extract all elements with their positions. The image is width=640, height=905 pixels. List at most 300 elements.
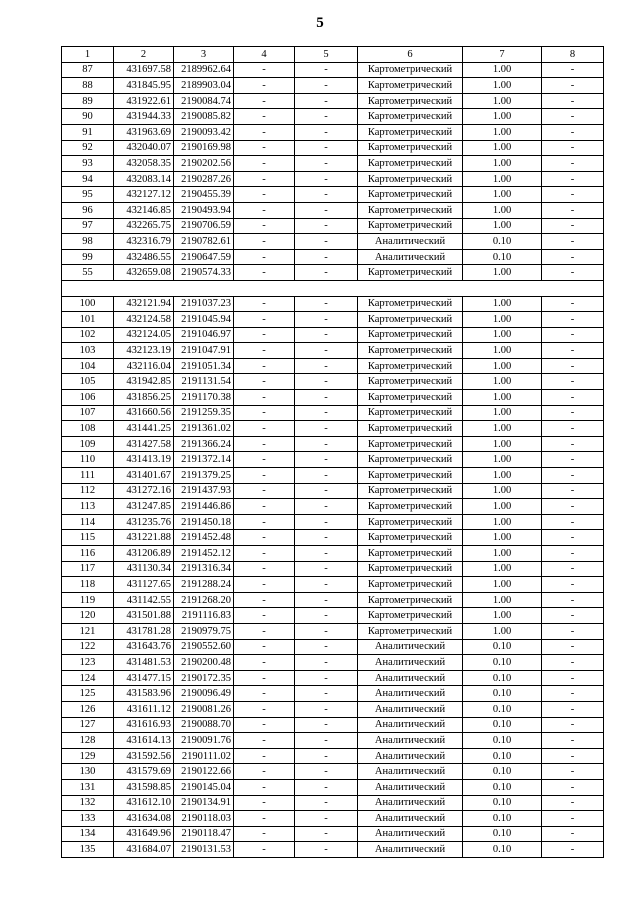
- table-cell: -: [234, 436, 295, 452]
- table-cell: Картометрический: [358, 577, 463, 593]
- table-cell: Аналитический: [358, 811, 463, 827]
- table-cell: 2191361.02: [174, 421, 234, 437]
- table-cell: -: [542, 296, 604, 312]
- header-cell: 5: [295, 47, 358, 63]
- table-cell: 431856.25: [114, 390, 174, 406]
- table-cell: Аналитический: [358, 733, 463, 749]
- table-cell: -: [295, 218, 358, 234]
- table-row: [62, 452, 604, 468]
- table-cell: 431598.85: [114, 779, 174, 795]
- table-cell: Картометрический: [358, 390, 463, 406]
- table-cell: -: [295, 187, 358, 203]
- table-cell: -: [234, 78, 295, 94]
- table-cell: Картометрический: [358, 327, 463, 343]
- table-row: [62, 358, 604, 374]
- table-cell: 1.00: [463, 187, 542, 203]
- table-cell: 432265.75: [114, 218, 174, 234]
- table-cell: 2190202.56: [174, 156, 234, 172]
- table-cell: Картометрический: [358, 202, 463, 218]
- table-cell: 432116.04: [114, 358, 174, 374]
- table-cell: -: [542, 156, 604, 172]
- table-row: [62, 421, 604, 437]
- table-cell: -: [542, 717, 604, 733]
- table-cell: 2191446.86: [174, 499, 234, 515]
- table-cell: -: [234, 639, 295, 655]
- table-cell: 431616.93: [114, 717, 174, 733]
- table-row: [62, 436, 604, 452]
- table-row: [62, 93, 604, 109]
- table-cell: 122: [62, 639, 114, 655]
- table-cell: 101: [62, 312, 114, 328]
- table-cell: Картометрический: [358, 343, 463, 359]
- table-cell: 0.10: [463, 701, 542, 717]
- table-cell: 2191045.94: [174, 312, 234, 328]
- table-cell: 2190172.35: [174, 670, 234, 686]
- table-cell: 432124.58: [114, 312, 174, 328]
- table-cell: Аналитический: [358, 249, 463, 265]
- table-cell: Картометрический: [358, 499, 463, 515]
- table-row: [62, 374, 604, 390]
- table-cell: -: [295, 78, 358, 94]
- table-row: [62, 187, 604, 203]
- table-cell: 2189962.64: [174, 62, 234, 78]
- table-cell: 432316.79: [114, 234, 174, 250]
- table-cell: -: [542, 623, 604, 639]
- table-cell: Картометрический: [358, 124, 463, 140]
- table-cell: 2191372.14: [174, 452, 234, 468]
- table-cell: -: [542, 514, 604, 530]
- table-cell: Аналитический: [358, 764, 463, 780]
- table-row: [62, 124, 604, 140]
- table-cell: 89: [62, 93, 114, 109]
- table-cell: 2191037.23: [174, 296, 234, 312]
- table-cell: Картометрический: [358, 62, 463, 78]
- table-cell: 2190979.75: [174, 623, 234, 639]
- table-cell: -: [295, 686, 358, 702]
- table-cell: -: [542, 733, 604, 749]
- table-cell: -: [542, 639, 604, 655]
- table-cell: 1.00: [463, 124, 542, 140]
- table-cell: -: [234, 202, 295, 218]
- table-row: [62, 171, 604, 187]
- table-cell: 431235.76: [114, 514, 174, 530]
- table-cell: Аналитический: [358, 842, 463, 858]
- table-row: [62, 577, 604, 593]
- table-cell: -: [295, 623, 358, 639]
- table-cell: Картометрический: [358, 187, 463, 203]
- table-cell: 431922.61: [114, 93, 174, 109]
- table-cell: 2189903.04: [174, 78, 234, 94]
- table-cell: 133: [62, 811, 114, 827]
- table-cell: 104: [62, 358, 114, 374]
- table-cell: Картометрический: [358, 312, 463, 328]
- table-cell: -: [234, 421, 295, 437]
- table-cell: -: [295, 436, 358, 452]
- table-cell: Картометрический: [358, 374, 463, 390]
- table-cell: -: [542, 62, 604, 78]
- table-row: [62, 312, 604, 328]
- table-cell: -: [234, 390, 295, 406]
- table-cell: Картометрический: [358, 93, 463, 109]
- table-row: [62, 343, 604, 359]
- table-cell: 431427.58: [114, 436, 174, 452]
- table-row: [62, 811, 604, 827]
- table-row: [62, 468, 604, 484]
- table-cell: -: [295, 748, 358, 764]
- table-cell: 2190574.33: [174, 265, 234, 281]
- table-cell: -: [234, 452, 295, 468]
- table-cell: 431592.56: [114, 748, 174, 764]
- table-cell: 55: [62, 265, 114, 281]
- table-cell: 0.10: [463, 717, 542, 733]
- table-cell: Аналитический: [358, 655, 463, 671]
- table-cell: Картометрический: [358, 265, 463, 281]
- table-cell: 108: [62, 421, 114, 437]
- table-cell: 431781.28: [114, 623, 174, 639]
- table-cell: 115: [62, 530, 114, 546]
- table-cell: -: [542, 701, 604, 717]
- table-cell: 432146.85: [114, 202, 174, 218]
- table-cell: -: [234, 826, 295, 842]
- table-cell: -: [542, 202, 604, 218]
- table-cell: -: [234, 748, 295, 764]
- table-body-group-1: [62, 62, 604, 280]
- table-cell: 0.10: [463, 639, 542, 655]
- table-cell: 1.00: [463, 109, 542, 125]
- table-cell: -: [234, 733, 295, 749]
- table-cell: -: [542, 374, 604, 390]
- table-cell: 2191046.97: [174, 327, 234, 343]
- table-cell: -: [295, 358, 358, 374]
- table-cell: 0.10: [463, 795, 542, 811]
- table-cell: -: [234, 608, 295, 624]
- table-cell: 431634.08: [114, 811, 174, 827]
- table-cell: -: [542, 608, 604, 624]
- table-cell: -: [234, 156, 295, 172]
- table-cell: Картометрический: [358, 78, 463, 94]
- table-cell: 1.00: [463, 577, 542, 593]
- table-cell: 0.10: [463, 655, 542, 671]
- table-cell: 2191452.12: [174, 546, 234, 562]
- table-cell: 128: [62, 733, 114, 749]
- table-cell: 1.00: [463, 156, 542, 172]
- table-cell: -: [295, 93, 358, 109]
- table-cell: -: [234, 514, 295, 530]
- table-cell: Аналитический: [358, 234, 463, 250]
- table-cell: Картометрический: [358, 514, 463, 530]
- table-cell: -: [295, 530, 358, 546]
- table-cell: Картометрический: [358, 608, 463, 624]
- table-cell: -: [542, 452, 604, 468]
- table-cell: 123: [62, 655, 114, 671]
- table-cell: -: [234, 561, 295, 577]
- table-row: [62, 546, 604, 562]
- table-cell: -: [295, 265, 358, 281]
- table-row: [62, 826, 604, 842]
- table-cell: -: [295, 452, 358, 468]
- table-cell: -: [295, 779, 358, 795]
- table-cell: 2190122.66: [174, 764, 234, 780]
- table-row: [62, 842, 604, 858]
- table-cell: 1.00: [463, 436, 542, 452]
- table-row: [62, 748, 604, 764]
- table-cell: 2190084.74: [174, 93, 234, 109]
- table-cell: -: [295, 156, 358, 172]
- table-cell: 106: [62, 390, 114, 406]
- table-row: [62, 78, 604, 94]
- table-cell: -: [542, 234, 604, 250]
- table-cell: 129: [62, 748, 114, 764]
- table-cell: -: [542, 592, 604, 608]
- table-cell: 1.00: [463, 546, 542, 562]
- table-row: [62, 670, 604, 686]
- table-cell: Картометрический: [358, 109, 463, 125]
- table-cell: 116: [62, 546, 114, 562]
- table-cell: -: [234, 62, 295, 78]
- table-cell: 431845.95: [114, 78, 174, 94]
- table-row: [62, 218, 604, 234]
- table-cell: -: [542, 811, 604, 827]
- table-cell: -: [234, 358, 295, 374]
- table-cell: Картометрический: [358, 468, 463, 484]
- table-cell: 431942.85: [114, 374, 174, 390]
- table-cell: -: [542, 655, 604, 671]
- table-row: [62, 686, 604, 702]
- table-cell: -: [542, 265, 604, 281]
- table-cell: 118: [62, 577, 114, 593]
- table-cell: -: [542, 748, 604, 764]
- table-cell: -: [295, 390, 358, 406]
- table-row: [62, 623, 604, 639]
- table-cell: 432659.08: [114, 265, 174, 281]
- table-cell: 2190111.02: [174, 748, 234, 764]
- table-cell: 0.10: [463, 826, 542, 842]
- table-cell: -: [295, 826, 358, 842]
- table-cell: -: [542, 561, 604, 577]
- table-cell: 432058.35: [114, 156, 174, 172]
- table-cell: 1.00: [463, 608, 542, 624]
- table-cell: -: [295, 842, 358, 858]
- table-row: [62, 655, 604, 671]
- table-cell: 0.10: [463, 842, 542, 858]
- table-cell: 432123.19: [114, 343, 174, 359]
- table-cell: -: [295, 608, 358, 624]
- table-cell: 2191450.18: [174, 514, 234, 530]
- table-cell: Аналитический: [358, 779, 463, 795]
- table-cell: 126: [62, 701, 114, 717]
- table-cell: Картометрический: [358, 483, 463, 499]
- table-cell: 2190134.91: [174, 795, 234, 811]
- table-cell: 0.10: [463, 670, 542, 686]
- table-cell: -: [295, 140, 358, 156]
- table-cell: 431697.58: [114, 62, 174, 78]
- table-cell: -: [542, 826, 604, 842]
- table-cell: Картометрический: [358, 296, 463, 312]
- table-cell: 432124.05: [114, 327, 174, 343]
- coordinates-table: [61, 46, 604, 858]
- table-cell: -: [542, 109, 604, 125]
- table-cell: -: [295, 468, 358, 484]
- table-row: [62, 530, 604, 546]
- header-cell: 3: [174, 47, 234, 63]
- table-cell: 1.00: [463, 265, 542, 281]
- table-cell: 2190081.26: [174, 701, 234, 717]
- table-row: [62, 514, 604, 530]
- table-cell: 1.00: [463, 514, 542, 530]
- table-cell: -: [234, 701, 295, 717]
- table-cell: 0.10: [463, 234, 542, 250]
- table-cell: -: [295, 577, 358, 593]
- table-cell: 1.00: [463, 343, 542, 359]
- table-cell: Картометрический: [358, 140, 463, 156]
- table-cell: 432083.14: [114, 171, 174, 187]
- table-cell: -: [295, 296, 358, 312]
- table-cell: 1.00: [463, 623, 542, 639]
- table-cell: 1.00: [463, 592, 542, 608]
- table-cell: -: [295, 109, 358, 125]
- table-cell: 2190493.94: [174, 202, 234, 218]
- table-cell: 2190145.04: [174, 779, 234, 795]
- table-cell: -: [295, 701, 358, 717]
- page-number: 5: [316, 15, 324, 31]
- table-cell: Аналитический: [358, 826, 463, 842]
- table-cell: 2190131.53: [174, 842, 234, 858]
- table-cell: -: [295, 499, 358, 515]
- table-cell: 121: [62, 623, 114, 639]
- table-cell: Картометрический: [358, 421, 463, 437]
- table-cell: 2190093.42: [174, 124, 234, 140]
- table-cell: Картометрический: [358, 546, 463, 562]
- table-cell: -: [295, 483, 358, 499]
- table-cell: 1.00: [463, 421, 542, 437]
- table-cell: -: [542, 218, 604, 234]
- table-cell: 2190287.26: [174, 171, 234, 187]
- table-row: [62, 733, 604, 749]
- table-cell: 87: [62, 62, 114, 78]
- table-cell: -: [234, 327, 295, 343]
- table-cell: 132: [62, 795, 114, 811]
- table-cell: -: [542, 140, 604, 156]
- table-cell: 431583.96: [114, 686, 174, 702]
- table-cell: 431127.65: [114, 577, 174, 593]
- table-cell: -: [542, 421, 604, 437]
- table-cell: 100: [62, 296, 114, 312]
- table-cell: 1.00: [463, 483, 542, 499]
- table-cell: 1.00: [463, 327, 542, 343]
- table-cell: -: [234, 592, 295, 608]
- table-cell: 114: [62, 514, 114, 530]
- table-cell: Аналитический: [358, 686, 463, 702]
- table-cell: 1.00: [463, 171, 542, 187]
- table-cell: 2190782.61: [174, 234, 234, 250]
- table-cell: -: [234, 779, 295, 795]
- table-cell: 135: [62, 842, 114, 858]
- table-cell: -: [542, 312, 604, 328]
- table-cell: 431272.16: [114, 483, 174, 499]
- table-cell: 1.00: [463, 499, 542, 515]
- table-cell: 1.00: [463, 561, 542, 577]
- table-cell: 119: [62, 592, 114, 608]
- table-cell: -: [234, 623, 295, 639]
- table-cell: 1.00: [463, 78, 542, 94]
- table-cell: 432486.55: [114, 249, 174, 265]
- table-cell: 1.00: [463, 312, 542, 328]
- table-cell: 2191116.83: [174, 608, 234, 624]
- table-gap: [62, 280, 604, 296]
- table-cell: -: [295, 733, 358, 749]
- table-cell: 113: [62, 499, 114, 515]
- table-cell: 2191259.35: [174, 405, 234, 421]
- table-cell: 1.00: [463, 530, 542, 546]
- table-cell: -: [295, 312, 358, 328]
- table-cell: -: [542, 249, 604, 265]
- table-cell: -: [295, 62, 358, 78]
- table-cell: -: [234, 109, 295, 125]
- table-cell: 0.10: [463, 249, 542, 265]
- table-cell: -: [542, 187, 604, 203]
- table-cell: 2190118.47: [174, 826, 234, 842]
- table-cell: -: [234, 405, 295, 421]
- table-cell: 431481.53: [114, 655, 174, 671]
- table-cell: 105: [62, 374, 114, 390]
- table-cell: -: [234, 218, 295, 234]
- table-cell: -: [234, 483, 295, 499]
- table-cell: 1.00: [463, 140, 542, 156]
- table-cell: 2191366.24: [174, 436, 234, 452]
- table-cell: 431142.55: [114, 592, 174, 608]
- table-cell: -: [234, 842, 295, 858]
- table-cell: 2191047.91: [174, 343, 234, 359]
- table-cell: 103: [62, 343, 114, 359]
- table-cell: 1.00: [463, 374, 542, 390]
- table-cell: 431649.96: [114, 826, 174, 842]
- table-row: [62, 795, 604, 811]
- table-cell: 2191268.20: [174, 592, 234, 608]
- table-cell: -: [234, 670, 295, 686]
- table-row: [62, 327, 604, 343]
- table-cell: 0.10: [463, 811, 542, 827]
- table-cell: 117: [62, 561, 114, 577]
- table-cell: 1.00: [463, 452, 542, 468]
- table-cell: 110: [62, 452, 114, 468]
- table-cell: -: [542, 842, 604, 858]
- table-cell: 131: [62, 779, 114, 795]
- table-row: [62, 390, 604, 406]
- table-cell: -: [295, 374, 358, 390]
- table-cell: 431247.85: [114, 499, 174, 515]
- table-cell: -: [234, 265, 295, 281]
- table-cell: 2191288.24: [174, 577, 234, 593]
- table-cell: -: [542, 499, 604, 515]
- table-cell: Картометрический: [358, 592, 463, 608]
- table-cell: 0.10: [463, 779, 542, 795]
- table-row: [62, 249, 604, 265]
- table-cell: 1.00: [463, 468, 542, 484]
- table-cell: 431614.13: [114, 733, 174, 749]
- table-cell: 124: [62, 670, 114, 686]
- table-cell: 431660.56: [114, 405, 174, 421]
- table-cell: 2190096.49: [174, 686, 234, 702]
- table-cell: -: [542, 530, 604, 546]
- table-cell: Картометрический: [358, 530, 463, 546]
- table-cell: -: [234, 546, 295, 562]
- table-cell: Аналитический: [358, 795, 463, 811]
- header-cell: 7: [463, 47, 542, 63]
- table-cell: 432040.07: [114, 140, 174, 156]
- table-cell: 93: [62, 156, 114, 172]
- table-cell: 112: [62, 483, 114, 499]
- table-cell: 431501.88: [114, 608, 174, 624]
